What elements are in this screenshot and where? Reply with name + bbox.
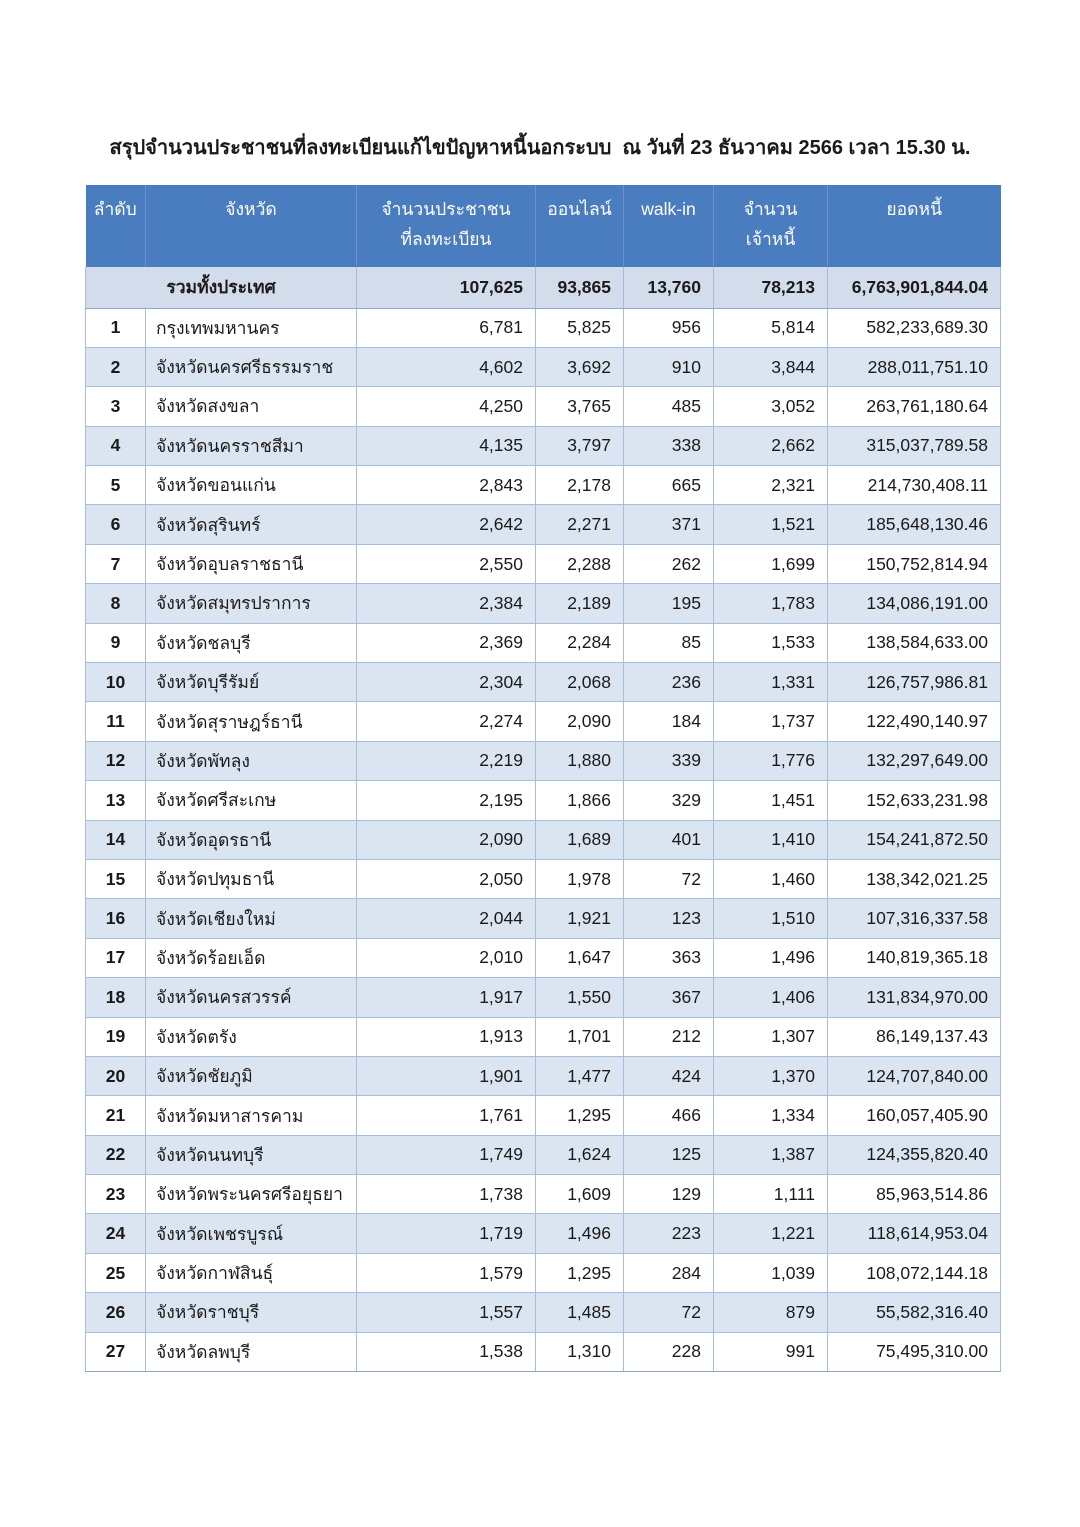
total-label-cell: รวมทั้งประเทศ <box>86 267 357 308</box>
registered-cell: 2,642 <box>357 505 536 544</box>
table-body <box>86 308 1001 1372</box>
order-cell: 5 <box>86 466 146 505</box>
province-cell: จังหวัดราชบุรี <box>146 1293 357 1332</box>
registered-cell: 1,913 <box>357 1017 536 1056</box>
summary-table <box>85 185 1001 1372</box>
table-row <box>86 1293 1001 1332</box>
debt-cell: 138,584,633.00 <box>828 623 1001 662</box>
walkin-cell: 371 <box>624 505 714 544</box>
province-cell: จังหวัดบุรีรัมย์ <box>146 663 357 702</box>
walkin-cell: 339 <box>624 741 714 780</box>
registered-cell: 4,250 <box>357 387 536 426</box>
walkin-cell: 367 <box>624 978 714 1017</box>
table-row <box>86 308 1001 347</box>
online-cell: 1,310 <box>536 1332 624 1371</box>
order-cell: 6 <box>86 505 146 544</box>
debt-cell: 132,297,649.00 <box>828 741 1001 780</box>
online-cell: 2,090 <box>536 702 624 741</box>
walkin-cell: 125 <box>624 1135 714 1174</box>
online-cell: 2,284 <box>536 623 624 662</box>
online-cell: 1,477 <box>536 1056 624 1095</box>
debt-cell: 315,037,789.58 <box>828 426 1001 465</box>
online-cell: 1,921 <box>536 899 624 938</box>
table-row <box>86 663 1001 702</box>
order-cell: 19 <box>86 1017 146 1056</box>
creditors-cell: 1,521 <box>714 505 828 544</box>
creditors-cell: 1,451 <box>714 781 828 820</box>
table-row <box>86 1214 1001 1253</box>
total-online-cell: 93,865 <box>536 267 624 308</box>
table-row <box>86 387 1001 426</box>
online-cell: 1,295 <box>536 1096 624 1135</box>
order-cell: 9 <box>86 623 146 662</box>
online-cell: 1,550 <box>536 978 624 1017</box>
order-cell: 16 <box>86 899 146 938</box>
online-cell: 2,068 <box>536 663 624 702</box>
creditors-cell: 3,844 <box>714 347 828 386</box>
province-cell: จังหวัดเชียงใหม่ <box>146 899 357 938</box>
province-cell: จังหวัดนนทบุรี <box>146 1135 357 1174</box>
online-cell: 5,825 <box>536 308 624 347</box>
walkin-cell: 72 <box>624 859 714 898</box>
table-row <box>86 1332 1001 1371</box>
online-cell: 3,692 <box>536 347 624 386</box>
debt-cell: 126,757,986.81 <box>828 663 1001 702</box>
online-cell: 1,609 <box>536 1175 624 1214</box>
registered-cell: 2,843 <box>357 466 536 505</box>
table-row <box>86 938 1001 977</box>
province-cell: จังหวัดอุบลราชธานี <box>146 544 357 583</box>
walkin-cell: 262 <box>624 544 714 583</box>
debt-cell: 152,633,231.98 <box>828 781 1001 820</box>
order-cell: 14 <box>86 820 146 859</box>
order-cell: 18 <box>86 978 146 1017</box>
table-row <box>86 584 1001 623</box>
registered-cell: 1,761 <box>357 1096 536 1135</box>
order-cell: 26 <box>86 1293 146 1332</box>
debt-cell: 150,752,814.94 <box>828 544 1001 583</box>
debt-cell: 55,582,316.40 <box>828 1293 1001 1332</box>
registered-cell: 2,304 <box>357 663 536 702</box>
debt-cell: 154,241,872.50 <box>828 820 1001 859</box>
province-cell: จังหวัดนครศรีธรรมราช <box>146 347 357 386</box>
total-creditors-cell: 78,213 <box>714 267 828 308</box>
header-registered-label: จำนวนประชาชน <box>381 199 511 219</box>
creditors-cell: 2,662 <box>714 426 828 465</box>
table-row <box>86 466 1001 505</box>
registered-cell: 2,090 <box>357 820 536 859</box>
order-cell: 2 <box>86 347 146 386</box>
province-cell: จังหวัดลพบุรี <box>146 1332 357 1371</box>
province-cell: จังหวัดปทุมธานี <box>146 859 357 898</box>
table-row <box>86 1056 1001 1095</box>
online-cell: 2,271 <box>536 505 624 544</box>
province-cell: จังหวัดศรีสะเกษ <box>146 781 357 820</box>
online-cell: 1,880 <box>536 741 624 780</box>
debt-cell: 118,614,953.04 <box>828 1214 1001 1253</box>
creditors-cell: 1,496 <box>714 938 828 977</box>
registered-cell: 2,219 <box>357 741 536 780</box>
order-cell: 21 <box>86 1096 146 1135</box>
creditors-cell: 1,039 <box>714 1253 828 1292</box>
walkin-cell: 85 <box>624 623 714 662</box>
header-creditors <box>714 185 828 267</box>
table-row <box>86 623 1001 662</box>
table-row <box>86 741 1001 780</box>
order-cell: 23 <box>86 1175 146 1214</box>
table-row <box>86 1253 1001 1292</box>
table-row <box>86 1096 1001 1135</box>
order-cell: 3 <box>86 387 146 426</box>
walkin-cell: 123 <box>624 899 714 938</box>
header-order <box>86 185 146 267</box>
walkin-cell: 72 <box>624 1293 714 1332</box>
header-creditors-label: จำนวน <box>743 199 798 219</box>
header-row <box>86 185 1001 267</box>
header-online-label: ออนไลน์ <box>547 199 612 219</box>
creditors-cell: 3,052 <box>714 387 828 426</box>
creditors-cell: 5,814 <box>714 308 828 347</box>
registered-cell: 2,274 <box>357 702 536 741</box>
table-row <box>86 702 1001 741</box>
walkin-cell: 223 <box>624 1214 714 1253</box>
total-walkin-cell: 13,760 <box>624 267 714 308</box>
province-cell: จังหวัดสมุทรปราการ <box>146 584 357 623</box>
online-cell: 2,288 <box>536 544 624 583</box>
table-row <box>86 978 1001 1017</box>
registered-cell: 2,010 <box>357 938 536 977</box>
walkin-cell: 424 <box>624 1056 714 1095</box>
creditors-cell: 1,533 <box>714 623 828 662</box>
creditors-cell: 991 <box>714 1332 828 1371</box>
order-cell: 1 <box>86 308 146 347</box>
walkin-cell: 363 <box>624 938 714 977</box>
province-cell: จังหวัดสุราษฎร์ธานี <box>146 702 357 741</box>
order-cell: 24 <box>86 1214 146 1253</box>
walkin-cell: 212 <box>624 1017 714 1056</box>
debt-cell: 263,761,180.64 <box>828 387 1001 426</box>
debt-cell: 582,233,689.30 <box>828 308 1001 347</box>
creditors-cell: 1,776 <box>714 741 828 780</box>
order-cell: 12 <box>86 741 146 780</box>
header-debt <box>828 185 1001 267</box>
province-cell: จังหวัดร้อยเอ็ด <box>146 938 357 977</box>
walkin-cell: 338 <box>624 426 714 465</box>
order-cell: 4 <box>86 426 146 465</box>
debt-cell: 124,355,820.40 <box>828 1135 1001 1174</box>
creditors-cell: 1,370 <box>714 1056 828 1095</box>
order-cell: 17 <box>86 938 146 977</box>
order-cell: 22 <box>86 1135 146 1174</box>
registered-cell: 4,602 <box>357 347 536 386</box>
province-cell: จังหวัดพระนครศรีอยุธยา <box>146 1175 357 1214</box>
debt-cell: 107,316,337.58 <box>828 899 1001 938</box>
table-row <box>86 544 1001 583</box>
header-province-label: จังหวัด <box>225 199 277 219</box>
registered-cell: 1,719 <box>357 1214 536 1253</box>
registered-cell: 2,195 <box>357 781 536 820</box>
province-cell: กรุงเทพมหานคร <box>146 308 357 347</box>
creditors-cell: 1,387 <box>714 1135 828 1174</box>
online-cell: 1,978 <box>536 859 624 898</box>
registered-cell: 1,579 <box>357 1253 536 1292</box>
header-registered <box>357 185 536 267</box>
summary-table-container <box>85 185 1000 1372</box>
debt-cell: 108,072,144.18 <box>828 1253 1001 1292</box>
total-row <box>86 267 1001 308</box>
order-cell: 13 <box>86 781 146 820</box>
table-row <box>86 820 1001 859</box>
order-cell: 25 <box>86 1253 146 1292</box>
creditors-cell: 1,331 <box>714 663 828 702</box>
table-header <box>86 185 1001 267</box>
province-cell: จังหวัดขอนแก่น <box>146 466 357 505</box>
online-cell: 1,496 <box>536 1214 624 1253</box>
walkin-cell: 329 <box>624 781 714 820</box>
debt-cell: 140,819,365.18 <box>828 938 1001 977</box>
province-cell: จังหวัดพัทลุง <box>146 741 357 780</box>
debt-cell: 85,963,514.86 <box>828 1175 1001 1214</box>
province-cell: จังหวัดเพชรบูรณ์ <box>146 1214 357 1253</box>
table-row <box>86 505 1001 544</box>
header-order-label: ลำดับ <box>93 199 137 219</box>
creditors-cell: 1,334 <box>714 1096 828 1135</box>
walkin-cell: 228 <box>624 1332 714 1371</box>
walkin-cell: 665 <box>624 466 714 505</box>
province-cell: จังหวัดอุดรธานี <box>146 820 357 859</box>
order-cell: 11 <box>86 702 146 741</box>
debt-cell: 86,149,137.43 <box>828 1017 1001 1056</box>
order-cell: 8 <box>86 584 146 623</box>
province-cell: จังหวัดนครราชสีมา <box>146 426 357 465</box>
province-cell: จังหวัดสงขลา <box>146 387 357 426</box>
online-cell: 2,189 <box>536 584 624 623</box>
online-cell: 1,295 <box>536 1253 624 1292</box>
province-cell: จังหวัดตรัง <box>146 1017 357 1056</box>
walkin-cell: 195 <box>624 584 714 623</box>
province-cell: จังหวัดชัยภูมิ <box>146 1056 357 1095</box>
registered-cell: 2,384 <box>357 584 536 623</box>
debt-cell: 134,086,191.00 <box>828 584 1001 623</box>
total-debt-cell: 6,763,901,844.04 <box>828 267 1001 308</box>
registered-cell: 1,538 <box>357 1332 536 1371</box>
walkin-cell: 284 <box>624 1253 714 1292</box>
province-cell: จังหวัดสุรินทร์ <box>146 505 357 544</box>
header-walkin-label: walk-in <box>641 199 696 219</box>
online-cell: 1,624 <box>536 1135 624 1174</box>
order-cell: 7 <box>86 544 146 583</box>
table-row <box>86 347 1001 386</box>
total-registered-cell: 107,625 <box>357 267 536 308</box>
debt-cell: 185,648,130.46 <box>828 505 1001 544</box>
walkin-cell: 956 <box>624 308 714 347</box>
creditors-cell: 2,321 <box>714 466 828 505</box>
debt-cell: 122,490,140.97 <box>828 702 1001 741</box>
debt-cell: 214,730,408.11 <box>828 466 1001 505</box>
creditors-cell: 879 <box>714 1293 828 1332</box>
table-row <box>86 1135 1001 1174</box>
header-debt-label: ยอดหนี้ <box>886 199 943 219</box>
table-row <box>86 426 1001 465</box>
header-online <box>536 185 624 267</box>
creditors-cell: 1,307 <box>714 1017 828 1056</box>
registered-cell: 1,917 <box>357 978 536 1017</box>
online-cell: 1,647 <box>536 938 624 977</box>
table-row <box>86 1017 1001 1056</box>
registered-cell: 1,738 <box>357 1175 536 1214</box>
registered-cell: 1,749 <box>357 1135 536 1174</box>
walkin-cell: 401 <box>624 820 714 859</box>
walkin-cell: 129 <box>624 1175 714 1214</box>
creditors-cell: 1,737 <box>714 702 828 741</box>
creditors-cell: 1,783 <box>714 584 828 623</box>
registered-cell: 2,050 <box>357 859 536 898</box>
debt-cell: 124,707,840.00 <box>828 1056 1001 1095</box>
creditors-cell: 1,699 <box>714 544 828 583</box>
creditors-cell: 1,510 <box>714 899 828 938</box>
province-cell: จังหวัดชลบุรี <box>146 623 357 662</box>
walkin-cell: 485 <box>624 387 714 426</box>
online-cell: 1,866 <box>536 781 624 820</box>
order-cell: 20 <box>86 1056 146 1095</box>
registered-cell: 2,550 <box>357 544 536 583</box>
walkin-cell: 910 <box>624 347 714 386</box>
order-cell: 15 <box>86 859 146 898</box>
province-cell: จังหวัดกาฬสินธุ์ <box>146 1253 357 1292</box>
creditors-cell: 1,111 <box>714 1175 828 1214</box>
debt-cell: 138,342,021.25 <box>828 859 1001 898</box>
online-cell: 1,689 <box>536 820 624 859</box>
header-walkin <box>624 185 714 267</box>
province-cell: จังหวัดมหาสารคาม <box>146 1096 357 1135</box>
registered-cell: 2,369 <box>357 623 536 662</box>
table-row <box>86 1175 1001 1214</box>
online-cell: 1,485 <box>536 1293 624 1332</box>
registered-cell: 1,557 <box>357 1293 536 1332</box>
order-cell: 27 <box>86 1332 146 1371</box>
document-title: สรุปจำนวนประชาชนที่ลงทะเบียนแก้ไขปัญหาหนี้นอกระบบ ณ วันที่ 23 ธันวาคม 2566 เวลา 15.30 น. <box>109 137 971 159</box>
debt-cell: 131,834,970.00 <box>828 978 1001 1017</box>
creditors-cell: 1,460 <box>714 859 828 898</box>
table-row <box>86 781 1001 820</box>
debt-cell: 75,495,310.00 <box>828 1332 1001 1371</box>
creditors-cell: 1,406 <box>714 978 828 1017</box>
online-cell: 3,765 <box>536 387 624 426</box>
walkin-cell: 466 <box>624 1096 714 1135</box>
walkin-cell: 184 <box>624 702 714 741</box>
header-registered-label2: ที่ลงทะเบียน <box>400 229 492 249</box>
debt-cell: 160,057,405.90 <box>828 1096 1001 1135</box>
online-cell: 1,701 <box>536 1017 624 1056</box>
debt-cell: 288,011,751.10 <box>828 347 1001 386</box>
online-cell: 2,178 <box>536 466 624 505</box>
registered-cell: 1,901 <box>357 1056 536 1095</box>
walkin-cell: 236 <box>624 663 714 702</box>
creditors-cell: 1,410 <box>714 820 828 859</box>
registered-cell: 6,781 <box>357 308 536 347</box>
table-row <box>86 859 1001 898</box>
registered-cell: 4,135 <box>357 426 536 465</box>
table-row <box>86 899 1001 938</box>
province-cell: จังหวัดนครสวรรค์ <box>146 978 357 1017</box>
header-creditors-label2: เจ้าหนี้ <box>745 229 796 249</box>
header-province <box>146 185 357 267</box>
order-cell: 10 <box>86 663 146 702</box>
creditors-cell: 1,221 <box>714 1214 828 1253</box>
registered-cell: 2,044 <box>357 899 536 938</box>
online-cell: 3,797 <box>536 426 624 465</box>
